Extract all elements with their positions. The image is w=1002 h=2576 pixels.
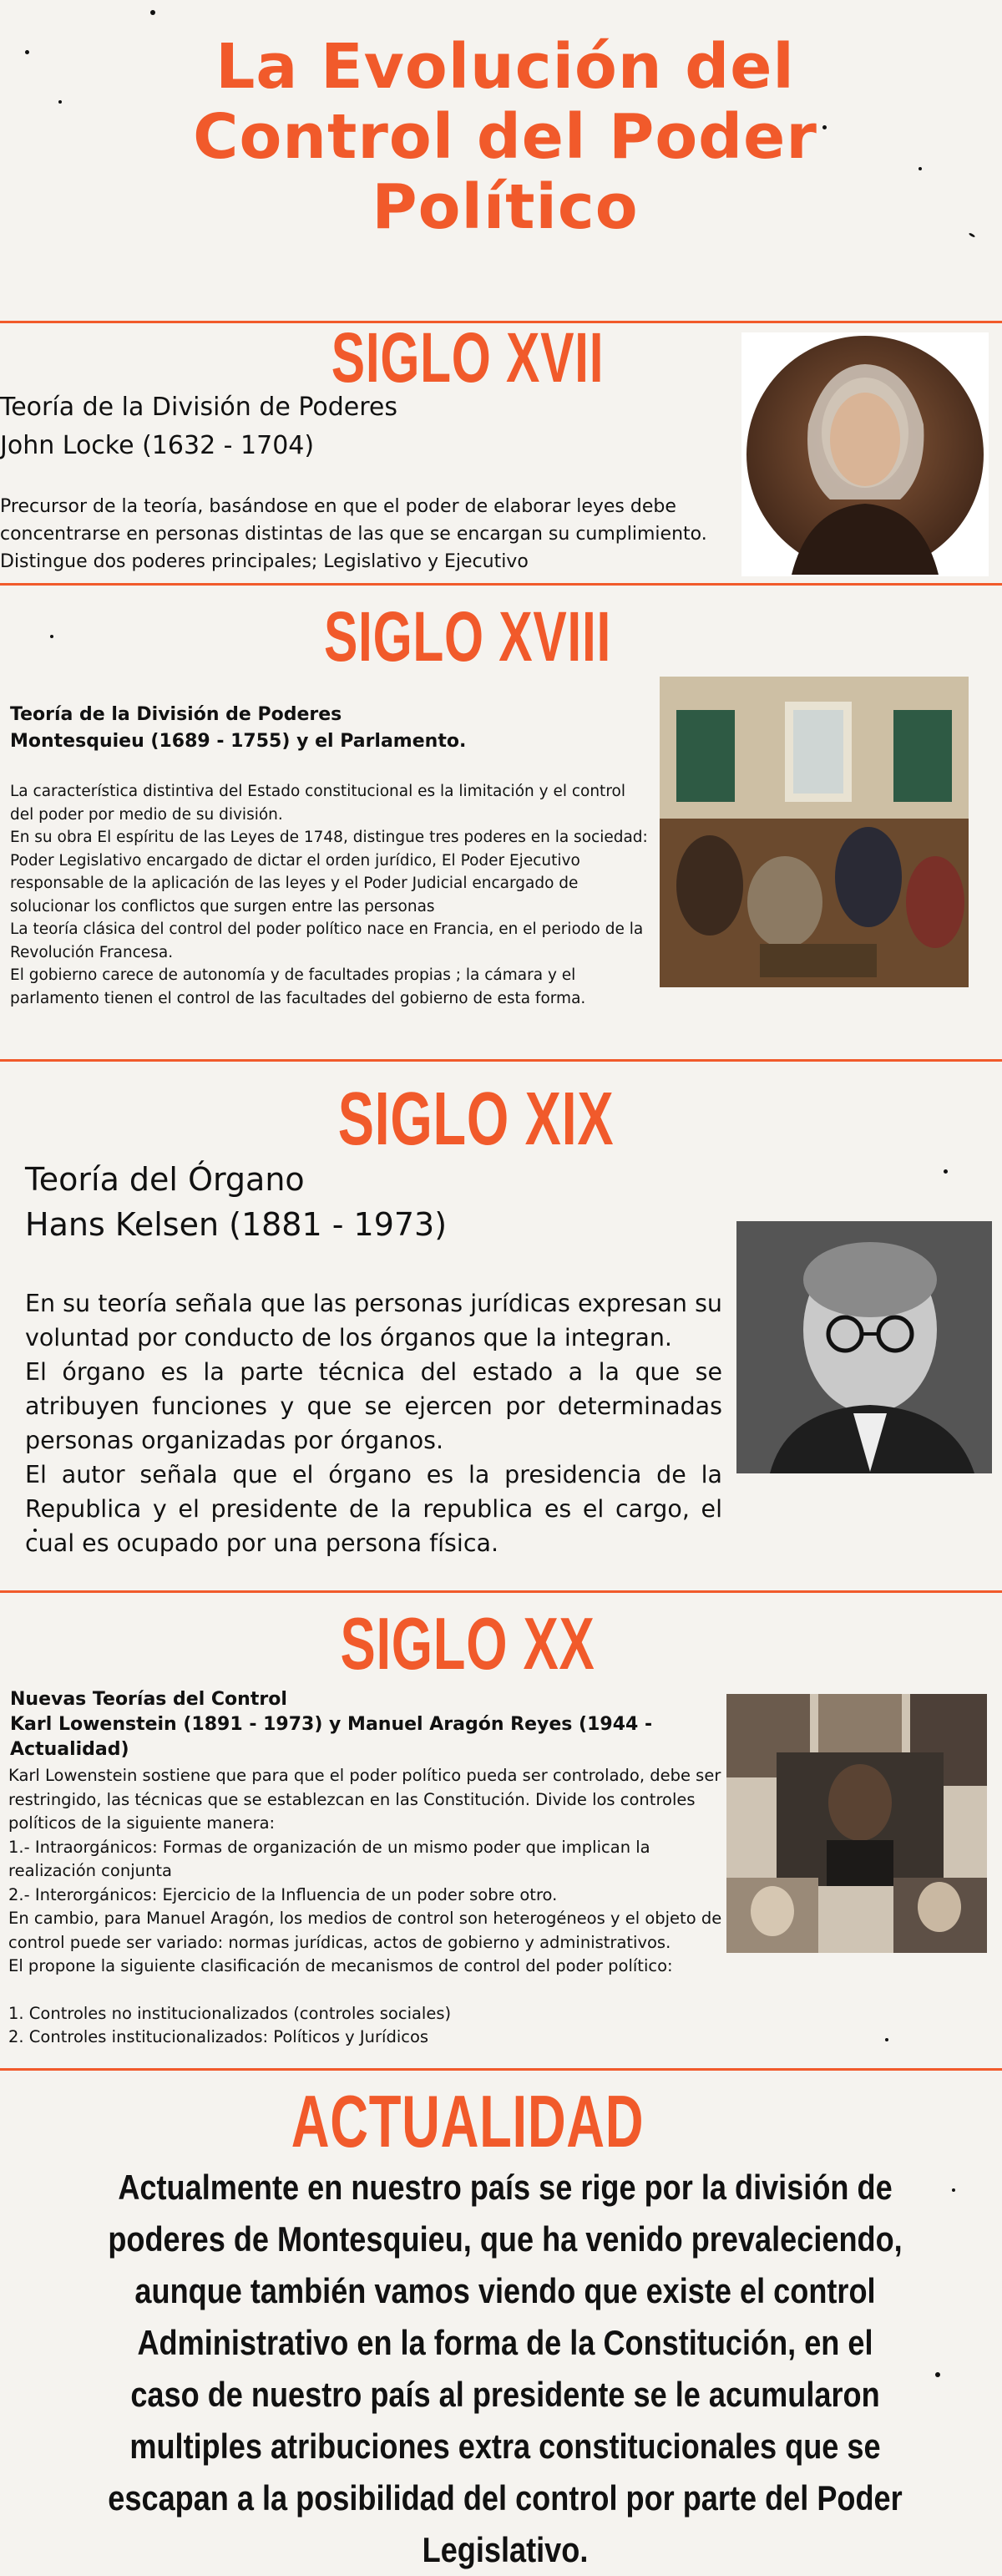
heading-line-1: Teoría del Órgano — [25, 1161, 305, 1198]
historical-collage — [726, 1694, 987, 1953]
section-body — [10, 780, 653, 1010]
paragraph: La característica distintiva del Estado constitucional es la limitación y el control del poder por medio de su división. — [10, 783, 625, 824]
section-body — [8, 1764, 726, 2050]
section-title-actualidad: ACTUALIDAD — [291, 2080, 645, 2163]
section-divider — [0, 1590, 1002, 1593]
section-body — [25, 1286, 722, 1560]
paragraph: En su obra El espíritu de las Leyes de 1748, distingue tres poderes en la sociedad: Poder Legislativo encargado de dictar el orden jurídico, El Poder Ejecutivo responsable de la aplicación de las leyes y el Poder Judicial encargado de solucionar los conflictos que surgen entre las personas — [10, 829, 648, 915]
paragraph: 1. Controles no institucionalizados (controles sociales) — [8, 2003, 452, 2023]
paragraph: El gobierno carece de autonomía y de facultades propias ; la cámara y el parlamento tienen el control de las facultades del gobierno de esta forma. — [10, 966, 586, 1007]
paragraph: El propone la siguiente clasificación de mecanismos de control del poder político: — [8, 1956, 673, 1975]
section-heading — [0, 388, 668, 465]
heading-line-1: Teoría de la División de Poderes — [0, 393, 397, 422]
heading-line-1: Teoría de la División de Poderes — [10, 704, 342, 725]
paragraph: 1.- Intraorgánicos: Formas de organización de un mismo poder que implican la realización conjunta — [8, 1837, 650, 1880]
john-locke-portrait — [741, 332, 989, 576]
section-heading — [10, 1687, 720, 1762]
section-title-siglo-xix: SIGLO XIX — [337, 1078, 615, 1161]
heading-line-2: Karl Lowenstein (1891 - 1973) y Manuel Aragón Reyes (1944 - Actualidad) — [10, 1714, 653, 1760]
section-divider — [0, 1059, 1002, 1062]
paragraph — [8, 1979, 726, 2002]
paragraph: El autor señala que el órgano es la presidencia de la Republica y el presidente de la republica es el cargo, el cual es ocupado por una persona física. — [25, 1461, 722, 1557]
paragraph: 2. Controles institucionalizados: Políticos y Jurídicos — [8, 2027, 429, 2046]
closing-text: Actualmente en nuestro país se rige por la división de poderes de Montesquieu, que ha venido prevaleciendo, aunque también vamos viendo que existe el control Administrativo en la forma de la Constitución, en el caso de nuestro país al presidente se le acumularon multiples atribuciones extra constitucionales que se escapan a la posibilidad del control por parte del Poder Legislativo. — [108, 2168, 903, 2569]
paragraph: En su teoría señala que las personas jurídicas expresan su voluntad por conducto de los órganos que la integran. — [25, 1290, 722, 1351]
paragraph: Precursor de la teoría, basándose en que el poder de elaborar leyes debe concentrarse en personas distintas de las que se encargan su cumplimiento. Distingue dos poderes principales; Legislativo y Ejecutivo — [0, 496, 707, 572]
section-body — [0, 493, 710, 576]
section-divider — [0, 583, 1002, 586]
paragraph: La teoría clásica del control del poder político nace en Francia, en el periodo de la Revolución Francesa. — [10, 920, 644, 961]
section-title-siglo-xviii: SIGLO XVIII — [323, 597, 611, 676]
page-title: La Evolución del Control del Poder Político — [193, 31, 817, 243]
heading-line-2: Hans Kelsen (1881 - 1973) — [25, 1206, 448, 1243]
section-title-siglo-xx: SIGLO XX — [340, 1602, 595, 1685]
paragraph: El órgano es la parte técnica del estado a la que se atribuyen funciones y que se ejercen por determinadas personas organizadas por órganos. — [25, 1358, 722, 1454]
paragraph: En cambio, para Manuel Aragón, los medios de control son heterogéneos y el objeto de control puede ser variado: normas jurídicas, actos de gobierno y administrativos. — [8, 1909, 722, 1952]
section-heading — [25, 1157, 610, 1247]
heading-line-2: Montesquieu (1689 - 1755) y el Parlamento. — [10, 731, 467, 752]
hans-kelsen-portrait — [736, 1221, 992, 1473]
section-divider — [0, 2068, 1002, 2071]
heading-line-1: Nuevas Teorías del Control — [10, 1689, 287, 1710]
section-heading — [10, 702, 645, 755]
paragraph: 2.- Interorgánicos: Ejercicio de la Influencia de un poder sobre otro. — [8, 1884, 558, 1904]
parliament-painting — [660, 677, 969, 987]
heading-line-2: John Locke (1632 - 1704) — [0, 431, 315, 460]
paragraph: Karl Lowenstein sostiene que para que el poder político pueda ser controlado, debe ser restringido, las técnicas que se establezcan en las Constitución. Divide los controles políticos de la siguiente manera: — [8, 1766, 721, 1833]
section-title-siglo-xvii: SIGLO XVII — [331, 318, 605, 397]
